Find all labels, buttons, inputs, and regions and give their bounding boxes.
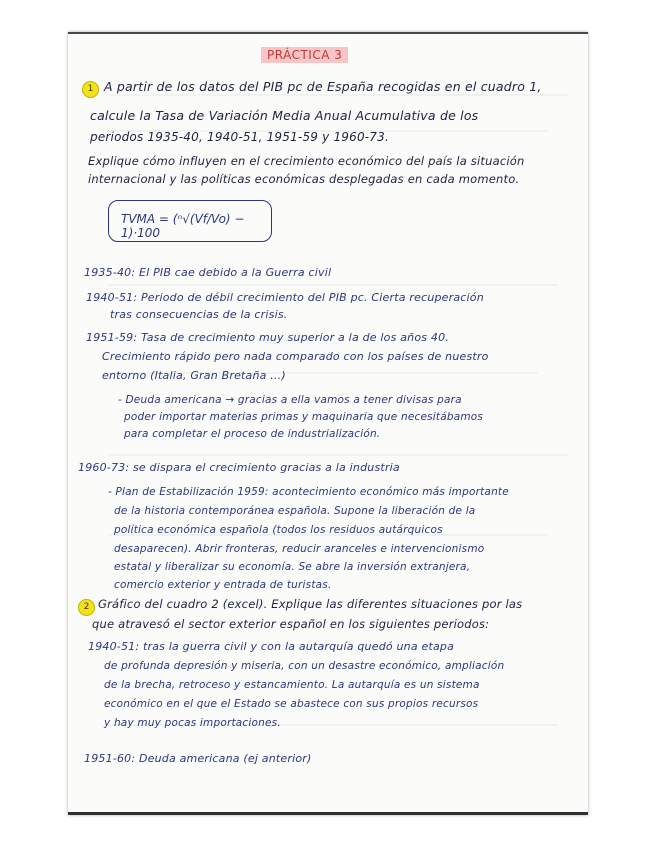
q1-answer-plan-cont-3: desaparecen). Abrir fronteras, reducir aranceles e intervencionismo [114, 543, 485, 555]
q1-answer-1935-40: 1935-40: El PIB cae debido a la Guerra civil [84, 266, 332, 279]
question-1-number: 1 [82, 81, 99, 98]
tvma-formula: TVMA = (ⁿ√(Vf/Vo) − 1)·100 [121, 212, 245, 240]
q2-prompt-line-2: que atravesó el sector exterior español en los siguientes periodos: [92, 617, 490, 631]
q1-answer-plan-cont-2: política económica española (todos los residuos autárquicos [114, 524, 443, 536]
q1-prompt-line-4: Explique cómo influyen en el crecimiento económico del país la situación [88, 154, 525, 168]
q1-answer-plan-cont-4: estatal y liberalizar su economía. Se abre la inversión extranjera, [114, 561, 471, 573]
q1-answer-deuda-americana: - Deuda americana → gracias a ella vamos a tener divisas para [118, 394, 462, 406]
page-title: PRÁCTICA 3 [261, 47, 348, 63]
q1-prompt-line-5: internacional y las políticas económicas desplegadas en cada momento. [88, 172, 520, 186]
show-through-lines [68, 34, 588, 812]
q2-answer-1940-51-cont-4: y hay muy pocas importaciones. [104, 717, 281, 729]
tvma-formula-box [108, 200, 272, 242]
q1-answer-plan-cont-5: comercio exterior y entrada de turistas. [114, 579, 332, 591]
q1-prompt-line-1: A partir de los datos del PIB pc de España recogidas en el cuadro 1, [104, 79, 542, 94]
q2-prompt-line-1: Gráfico del cuadro 2 (excel). Explique las diferentes situaciones por las [98, 597, 523, 611]
q1-prompt-line-2: calcule la Tasa de Variación Media Anual Acumulativa de los [90, 108, 479, 123]
q1-answer-1951-59-cont-1: Crecimiento rápido pero nada comparado con los países de nuestro [102, 350, 489, 363]
q1-answer-1940-51-cont: tras consecuencias de la crisis. [110, 308, 288, 321]
q1-answer-1940-51: 1940-51: Periodo de débil crecimiento del PIB pc. Cierta recuperación [86, 291, 484, 304]
q1-prompt-line-3: periodos 1935-40, 1940-51, 1951-59 y 1960-73. [90, 130, 389, 144]
notebook-page [68, 32, 588, 815]
q2-answer-1940-51: 1940-51: tras la guerra civil y con la autarquía quedó una etapa [88, 640, 455, 653]
q1-answer-1960-73: 1960-73: se dispara el crecimiento gracias a la industria [78, 461, 400, 474]
q1-answer-plan-estabilizacion: - Plan de Estabilización 1959: acontecimiento económico más importante [108, 486, 509, 498]
q1-answer-deuda-cont-1: poder importar materias primas y maquinaria que necesitábamos [124, 411, 484, 423]
q1-answer-1951-59: 1951-59: Tasa de crecimiento muy superior a la de los años 40. [86, 331, 450, 344]
q2-answer-1940-51-cont-2: de la brecha, retroceso y estancamiento. La autarquía es un sistema [104, 679, 480, 691]
q1-answer-plan-cont-1: de la historia contemporánea española. Supone la liberación de la [114, 505, 476, 517]
q2-answer-1951-60: 1951-60: Deuda americana (ej anterior) [84, 752, 312, 765]
q1-answer-deuda-cont-2: para completar el proceso de industrialización. [124, 428, 381, 440]
q1-answer-1951-59-cont-2: entorno (Italia, Gran Bretaña ...) [102, 369, 286, 382]
question-2-number: 2 [78, 599, 95, 616]
q2-answer-1940-51-cont-1: de profunda depresión y miseria, con un desastre económico, ampliación [104, 660, 505, 672]
q2-answer-1940-51-cont-3: económico en el que el Estado se abastece con sus propios recursos [104, 698, 479, 710]
